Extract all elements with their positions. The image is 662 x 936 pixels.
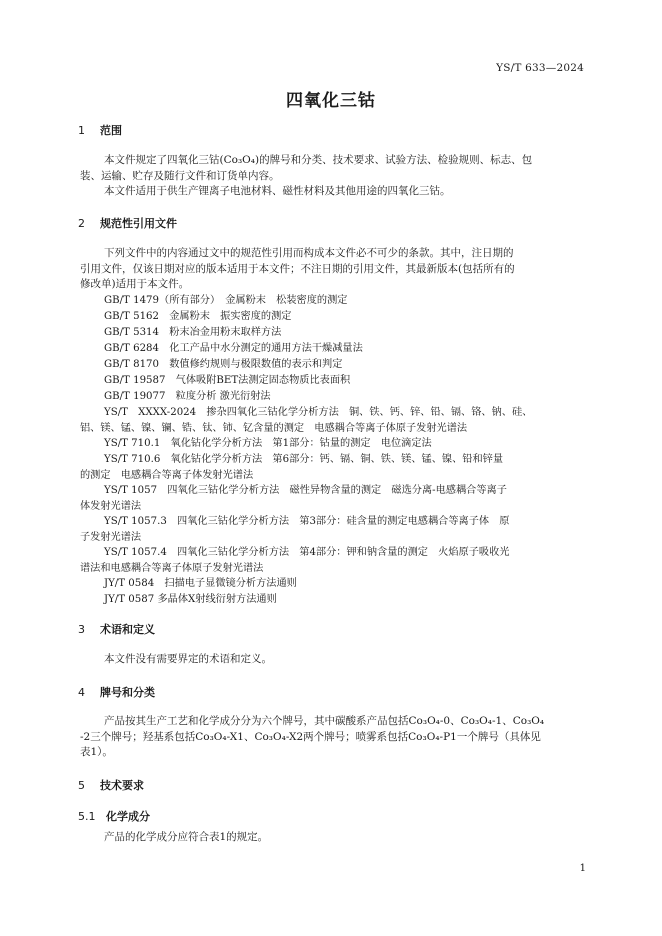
reference-1057-3-line-2: 子发射光谱法 — [80, 531, 142, 543]
reference-item-1057-4 — [80, 545, 588, 576]
reference-1057-line-2: 体发射光谱法 — [80, 500, 142, 512]
reference-xxxx-line-2: 铝、镁、锰、镍、镧、锆、钛、铈、钇含量的测定 电感耦合等离子体原子发射光谱法 — [80, 422, 468, 434]
reference-item-710-1: YS/T 710.1 氧化钴化学分析方法 第1部分：钴量的测定 电位滴定法 — [104, 438, 432, 449]
reference-item-xxxx — [80, 405, 588, 436]
reference-item: GB/T 8170 数值修约规则与极限数值的表示和判定 — [104, 359, 343, 370]
reference-item-1057 — [80, 483, 588, 514]
page-number: 1 — [579, 863, 586, 874]
section-1-p1-line-2: 装、运输、贮存及随行文件和订货单内容。 — [80, 169, 280, 182]
section-1-title: 范围 — [100, 124, 122, 137]
section-3-paragraph: 本文件没有需要界定的术语和定义。 — [104, 653, 272, 665]
section-1-paragraph-1 — [80, 153, 588, 184]
section-5-1-heading — [78, 808, 150, 824]
section-2-number: 2 — [78, 217, 85, 230]
section-5-heading — [78, 777, 144, 793]
section-4-p1-line-2: -2三个牌号；羟基系包括Co₃O₄-X1、Co₃O₄-X2两个牌号；喷雾系包括Co₃O₄-P1一个牌号（具体见 — [80, 730, 541, 743]
section-5-number: 5 — [78, 779, 85, 792]
section-4-number: 4 — [78, 686, 85, 699]
section-2-intro-line-2: 引用文件，仅该日期对应的版本适用于本文件；不注日期的引用文件，其最新版本(包括所有的 — [80, 262, 515, 275]
section-2-heading — [78, 215, 177, 231]
section-4-heading — [78, 684, 155, 700]
reference-item-710-6 — [80, 452, 588, 483]
section-5-title: 技术要求 — [100, 779, 144, 792]
reference-item: GB/T 6284 化工产品中水分测定的通用方法干燥减量法 — [104, 343, 363, 354]
standard-code: YS/T 633—2024 — [496, 62, 584, 74]
reference-item: GB/T 1479（所有部分） 金属粉末 松装密度的测定 — [104, 295, 348, 306]
section-3-heading — [78, 621, 155, 637]
reference-item: GB/T 5314 粉末冶金用粉末取样方法 — [104, 327, 282, 338]
section-4-title: 牌号和分类 — [100, 686, 155, 699]
reference-710-6-line-1: YS/T 710.6 氧化钴化学分析方法 第6部分：钙、镉、铜、铁、镁、锰、镍、铅和锌量 — [104, 454, 504, 465]
section-5-1-title: 化学成分 — [106, 810, 150, 823]
section-5-1-number: 5.1 — [78, 810, 96, 823]
document-title: 四氧化三钴 — [286, 91, 376, 111]
reference-item: GB/T 19587 气体吸附BET法测定固态物质比表面积 — [104, 375, 351, 386]
section-2-intro — [80, 246, 588, 293]
section-1-heading — [78, 122, 122, 138]
reference-item: GB/T 5162 金属粉末 振实密度的测定 — [104, 311, 292, 322]
section-4-p1-line-1: 产品按其生产工艺和化学成分分为六个牌号，其中碳酸系产品包括Co₃O₄-0、Co₃O₄-1、Co₃O₄ — [104, 715, 545, 727]
reference-1057-3-line-1: YS/T 1057.3 四氧化三钴化学分析方法 第3部分：硅含量的测定电感耦合等离子体 原 — [104, 516, 510, 527]
reference-item-1057-3 — [80, 514, 588, 545]
section-4-p1-line-3: 表1）。 — [80, 746, 113, 758]
reference-710-6-line-2: 的测定 电感耦合等离子体发射光谱法 — [80, 469, 254, 481]
reference-item-jy-0584: JY/T 0584 扫描电子显微镜分析方法通则 — [104, 578, 297, 589]
section-1-p1-line-1: 本文件规定了四氧化三钴(Co₃O₄)的牌号和分类、技术要求、试验方法、检验规则、标志、包 — [104, 154, 533, 166]
section-3-number: 3 — [78, 623, 85, 636]
section-4-paragraph — [80, 714, 588, 761]
section-2-intro-line-3: 修改单)适用于本文件。 — [80, 278, 190, 290]
reference-item-jy-0587: JY/T 0587 多晶体X射线衍射方法通则 — [104, 594, 277, 605]
reference-1057-4-line-2: 谱法和电感耦合等离子体原子发射光谱法 — [80, 562, 264, 574]
section-2-intro-line-1: 下列文件中的内容通过文中的规范性引用而构成本文件必不可少的条款。其中，注日期的 — [104, 247, 514, 259]
reference-xxxx-line-1: YS/T XXXX-2024 掺杂四氧化三钴化学分析方法 铜、铁、钙、锌、铅、镉、铬、钠、硅、 — [104, 407, 533, 418]
section-5-1-paragraph: 产品的化学成分应符合表1的规定。 — [104, 831, 269, 843]
reference-1057-4-line-1: YS/T 1057.4 四氧化三钴化学分析方法 第4部分：钾和钠含量的测定 火焰原子吸收光 — [104, 547, 510, 558]
section-1-number: 1 — [78, 124, 85, 137]
reference-item: GB/T 19077 粒度分析 激光衍射法 — [104, 391, 271, 402]
section-1-paragraph-2: 本文件适用于供生产锂离子电池材料、磁性材料及其他用途的四氧化三钴。 — [104, 185, 451, 197]
section-2-title: 规范性引用文件 — [100, 217, 177, 230]
section-3-title: 术语和定义 — [100, 623, 155, 636]
reference-1057-line-1: YS/T 1057 四氧化三钴化学分析方法 磁性异物含量的测定 磁选分离-电感耦合等离子 — [104, 485, 507, 496]
